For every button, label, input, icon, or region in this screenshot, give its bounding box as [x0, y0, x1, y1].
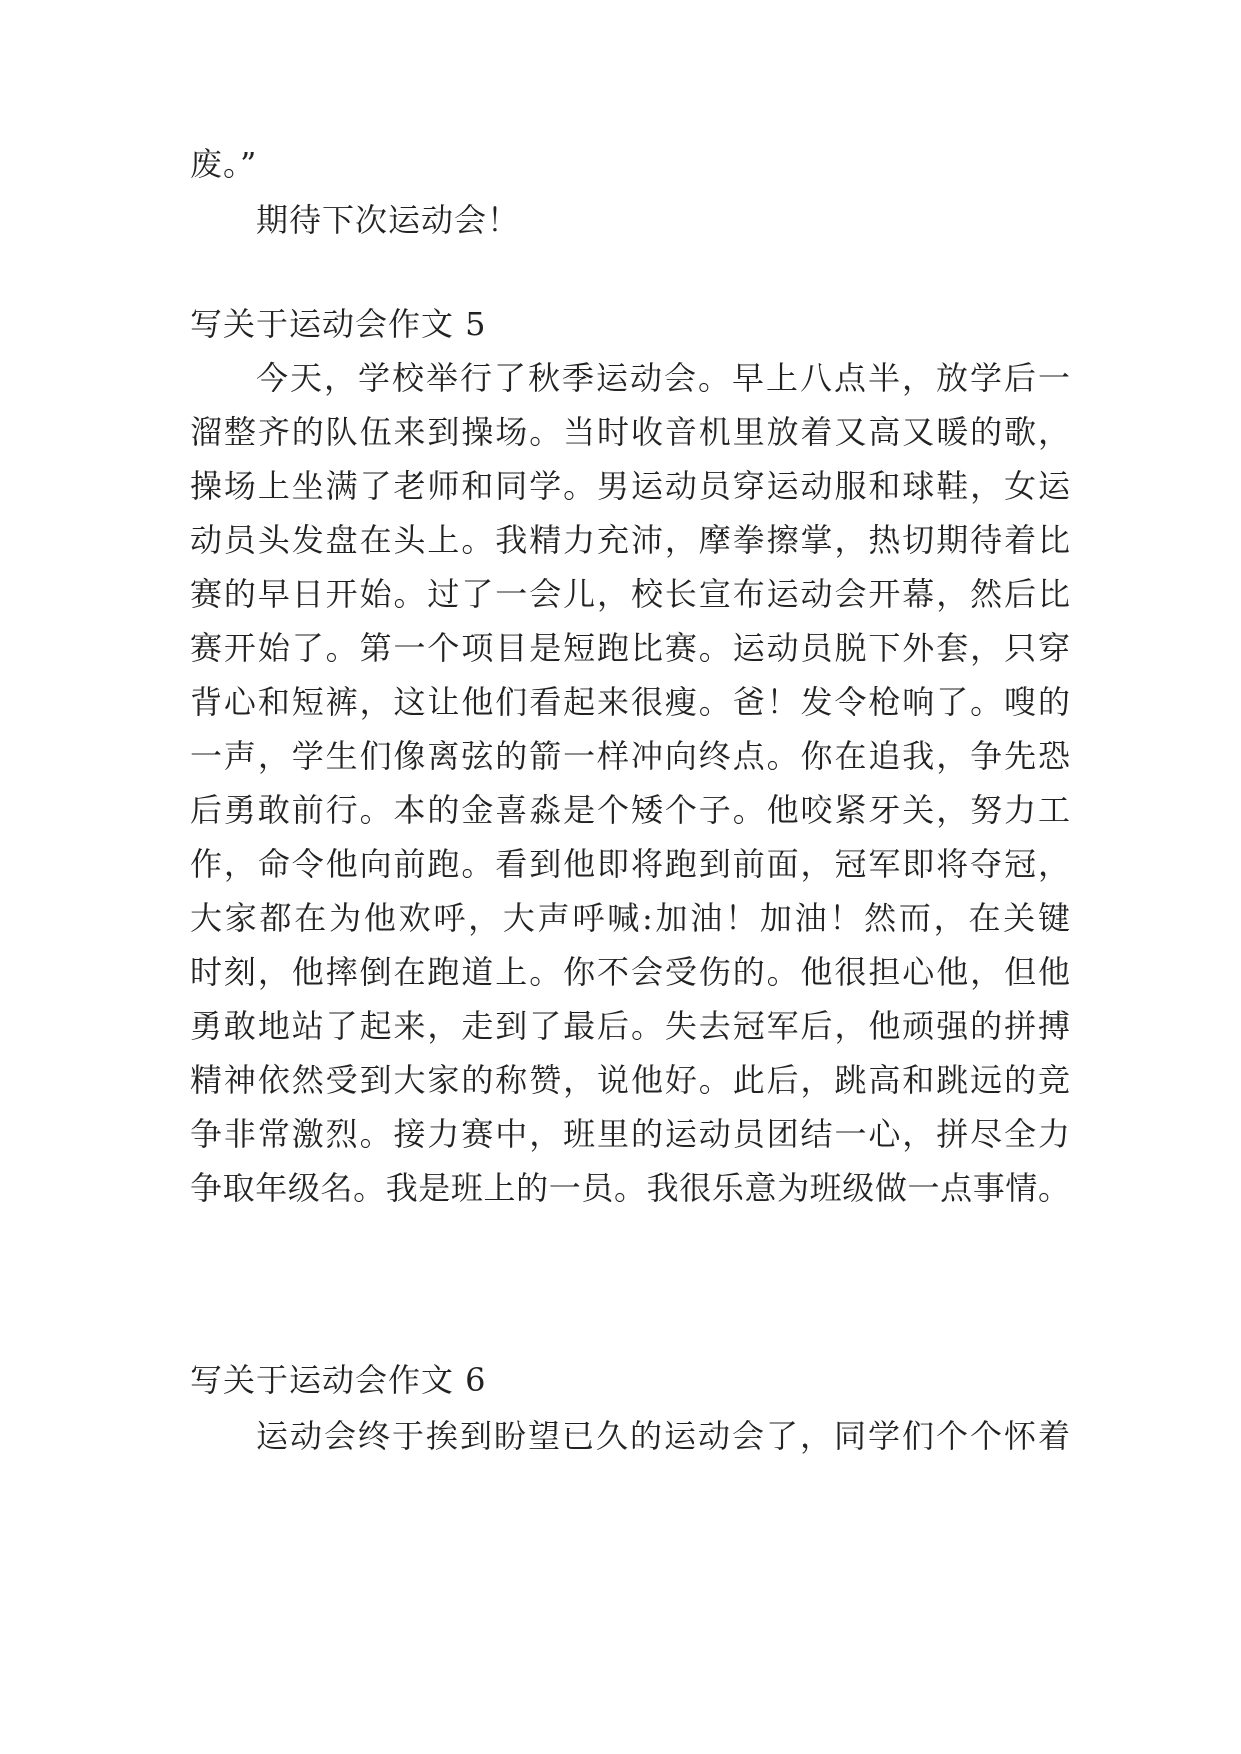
essay-6-line: 运动会终于挨到盼望已久的运动会了，同学们个个怀着 [256, 1417, 1070, 1455]
document-page [190, 0, 1070, 1754]
essay-5-line: 精神依然受到大家的称赞，说他好。此后，跳高和跳远的竞 [190, 1061, 1070, 1099]
essay-6-heading: 写关于运动会作文 6 [190, 1361, 487, 1399]
essay-5-line: 今天，学校举行了秋季运动会。早上八点半，放学后一 [256, 359, 1070, 397]
essay-5-line: 勇敢地站了起来，走到了最后。失去冠军后，他顽强的拼搏 [190, 1007, 1070, 1045]
essay-5-line: 时刻，他摔倒在跑道上。你不会受伤的。他很担心他，但他 [190, 953, 1070, 991]
essay-5-line: 争非常激烈。接力赛中，班里的运动员团结一心，拼尽全力 [190, 1115, 1070, 1153]
essay-5-line: 背心和短裤，这让他们看起来很瘦。爸！发令枪响了。嗖的 [190, 683, 1070, 721]
essay-5-line: 溜整齐的队伍来到操场。当时收音机里放着又高又暖的歌， [190, 413, 1070, 451]
essay-5-line: 赛的早日开始。过了一会儿，校长宣布运动会开幕，然后比 [190, 575, 1070, 613]
essay-5-line: 作，命令他向前跑。看到他即将跑到前面，冠军即将夺冠， [190, 845, 1070, 883]
essay-5-heading: 写关于运动会作文 5 [190, 305, 487, 343]
closing-paragraph: 期待下次运动会！ [256, 201, 521, 239]
essay-5-line: 动员头发盘在头上。我精力充沛，摩拳擦掌，热切期待着比 [190, 521, 1070, 559]
essay-5-line: 操场上坐满了老师和同学。男运动员穿运动服和球鞋，女运 [190, 467, 1070, 505]
paragraph-tail-line: 废。” [190, 145, 258, 183]
essay-5-line: 一声，学生们像离弦的箭一样冲向终点。你在追我，争先恐 [190, 737, 1070, 775]
essay-5-line: 赛开始了。第一个项目是短跑比赛。运动员脱下外套，只穿 [190, 629, 1070, 667]
essay-5-line: 后勇敢前行。本的金喜淼是个矮个子。他咬紧牙关，努力工 [190, 791, 1070, 829]
essay-5-line: 大家都在为他欢呼，大声呼喊:加油！加油！然而，在关键 [190, 899, 1070, 937]
essay-5-line: 争取年级名。我是班上的一员。我很乐意为班级做一点事情。 [190, 1169, 1070, 1207]
